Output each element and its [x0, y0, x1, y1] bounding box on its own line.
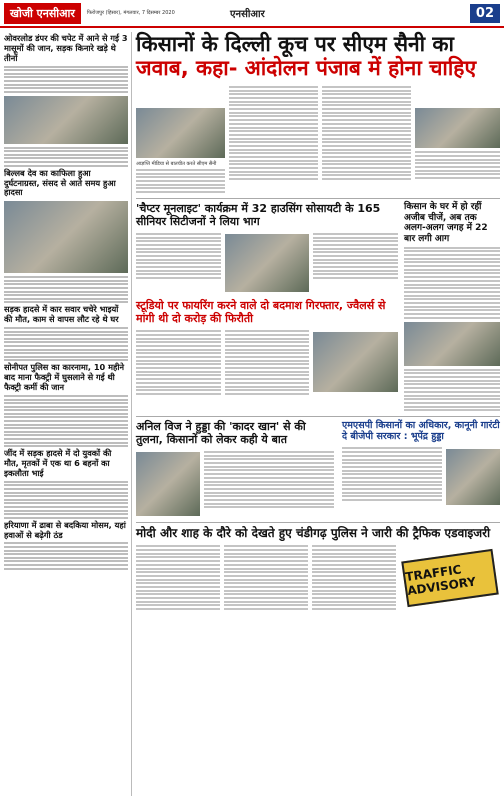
lead-headline-line2: जवाब, कहा- आंदोलन पंजाब में होना चाहिए — [136, 56, 477, 81]
story-headline: एमएसपी किसानों का अधिकार, कानूनी गारंटी दे बीजेपी सरकार : भूपेंद्र हुड्डा — [342, 419, 500, 443]
cm-photo — [136, 108, 225, 158]
story-body — [4, 147, 128, 167]
lead-story-body — [136, 84, 500, 195]
left-news-column — [4, 32, 132, 796]
msp-story — [342, 420, 500, 519]
story-body — [4, 395, 128, 447]
vij-story — [136, 420, 336, 519]
story-body — [4, 66, 128, 93]
lead-story-col — [136, 84, 225, 195]
hooda-photo — [446, 449, 500, 505]
house-photo — [415, 108, 500, 148]
housing-story — [136, 202, 398, 413]
sidebar-story — [415, 84, 500, 195]
story-body — [4, 327, 128, 361]
farmer-photo — [404, 322, 500, 366]
story-headline: ओवरलोड डंपर की चपेट में आने से गई 3 मासूमों की जान, सड़क किनारे खड़े थे तीनों — [4, 33, 128, 63]
traffic-story — [136, 526, 500, 611]
section-name: एनसीआर — [230, 9, 265, 20]
photo-caption: आज्ञप्ति मीडिया से बातचीत करते सीएम सैनी — [136, 161, 217, 168]
traffic-advisory-sign: TRAFFIC ADVISORY — [401, 549, 499, 607]
story-headline: स्टूडियो पर फायरिंग करने वाले दो बदमाश गिरफ्तार, ज्वैलर्स से मांगी थी दो करोड़ की फिरौती — [136, 299, 386, 326]
story-headline: अनिल विज ने हुड्डा की 'कादर खान' से की तुलना, किसानों को लेकर कही ये बात — [136, 419, 306, 447]
accident-photo — [4, 96, 128, 144]
story-headline: किसान के घर में हो रहीं अजीब चीजें, अब तक अलग-अलग जगह में 22 बार लगी आग — [404, 201, 488, 245]
story-headline: हरियाणा में ढाबा से बदकिया मोसम, यहां हवाओं से बढ़ेगी ठंड — [4, 519, 126, 540]
arrest-photo — [313, 332, 398, 392]
event-photo — [225, 234, 310, 292]
masthead — [0, 0, 504, 28]
story-body — [4, 481, 128, 519]
lead-headline-line1: किसानों के दिल्ली कूच पर सीएम सैनी का — [136, 32, 454, 56]
story-headline: 'चैप्टर मूनलाइट' कार्यक्रम में 32 हाउसिंग सोसायटी के 165 सीनियर सिटीजनों ने लिया भाग — [136, 201, 381, 228]
story-headline: मोदी और शाह के दौरे को देखते हुए चंडीगढ़ पुलिस ने जारी की ट्रैफिक एडवाइजरी — [136, 526, 491, 541]
main-area — [136, 32, 500, 612]
dateline: फिरोजपुर (हिसार), मंगलवार, 7 दिसम्बर 2020 — [86, 9, 175, 16]
page-number: 02 — [470, 4, 500, 23]
story-headline: बिल्लब देव का काफिला हुआ दुर्घटनाग्रस्त, संसद से आते समय हुआ हादसा — [4, 167, 116, 198]
brand-logo: खोजी एनसीआर — [4, 3, 81, 24]
lead-headline — [136, 32, 500, 80]
story-headline: सड़क हादसे में कार सवार चचेरे भाइयों की मौत, काम से वापस लौट रहे थे घर — [4, 304, 119, 325]
story-body — [4, 276, 128, 303]
story-headline: जींद में सड़क हादसे में दो युवकों की मौत, मृतकों में एक था 6 बहनों का इकलौता भाई — [4, 448, 112, 478]
right-stories — [404, 202, 500, 413]
story-headline: सोनीपत पुलिस का कारनामा, 10 महीने बाद माना फैक्ट्री में घुसलाने से गई थी फैक्ट्री कर्मी की जान — [4, 362, 125, 393]
convoy-photo — [4, 201, 128, 273]
story-body — [4, 542, 128, 569]
vij-photo — [136, 452, 200, 516]
